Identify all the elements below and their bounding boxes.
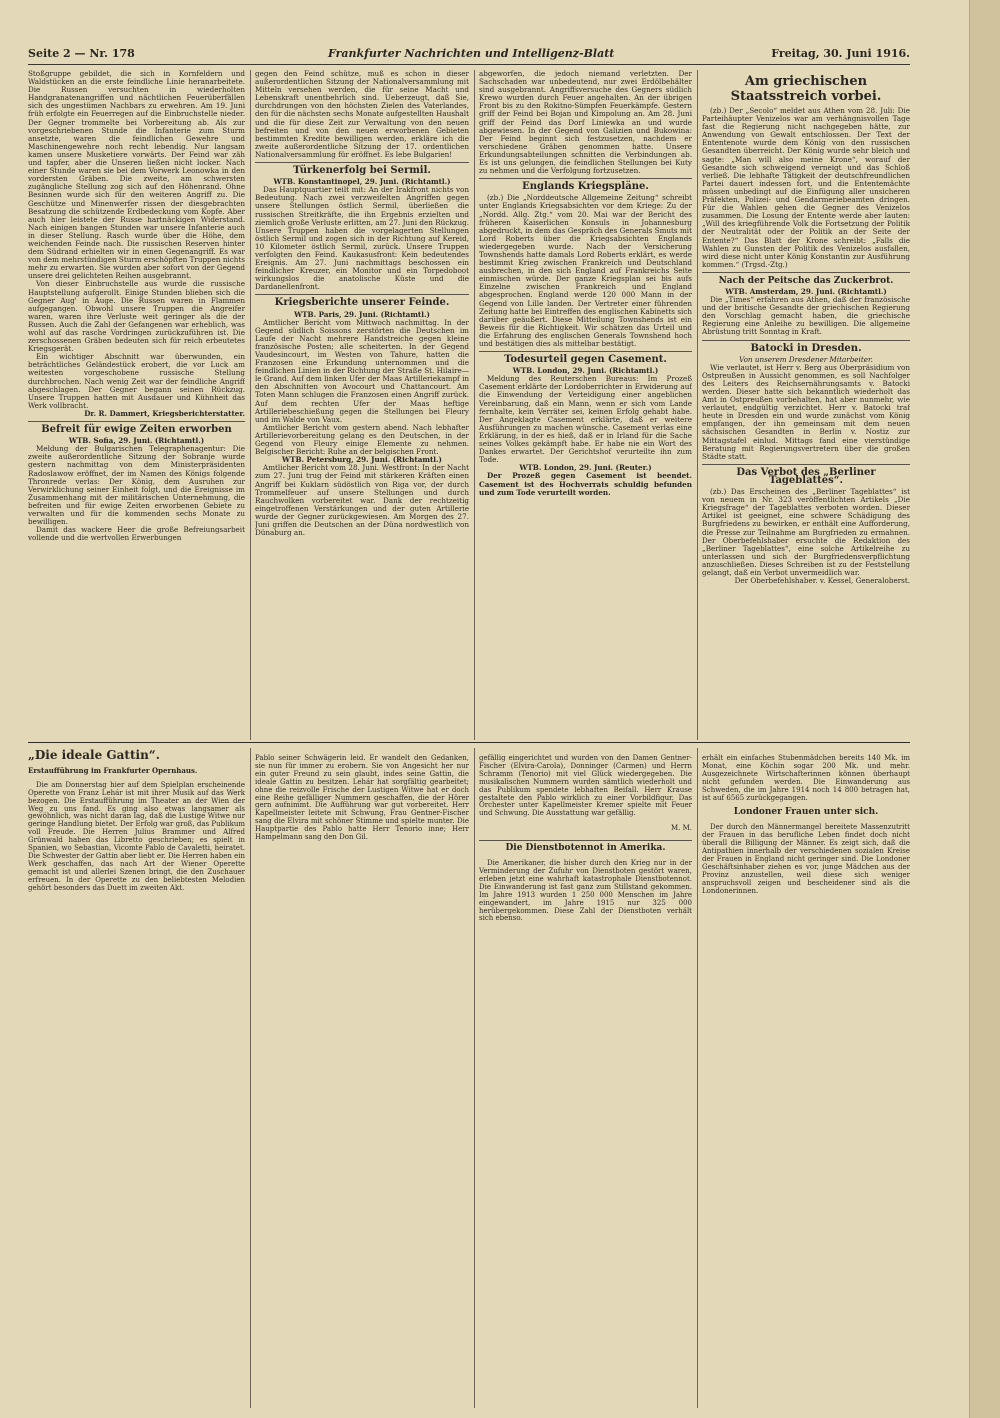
article-text: gefällig eingerichtet und wurden von den Damen Gentner-Fischer (Elvira-Carola), Donninger (Carmen) und Herrn Schramm (Tenorio) mit viel Glück wiedergegeben. Die musikalischen Nummern wurden sämtlich wiederholt und das Publikum spendete lebhaften Beifall. Herr Krause gestaltete den Pablo wirklich zu einer Vorbildfigur. Das Orchester unter Kapellmeister Kremer spielte mit Feuer und Schwung. Die Ausstattung war gefällig. bbox=[479, 754, 692, 818]
headline-gattin: „Die ideale Gattin“. bbox=[28, 748, 160, 762]
dateline: WTB. Paris, 29. Juni. (Richtamtl.) bbox=[294, 309, 430, 319]
article-text: Das Hauptquartier teilt mit: An der Irakfront nichts von Bedeutung. Nach zwei verzweifelten Angriffen gegen unsere Stellungen östlich Sermil, überließen die russischen Streitkräfte, die ihn Ergebnis erzielten und ziemlich große Verluste erlitten, am 27. Juni den Rückzug. Unsere Truppen haben die vorgelagerten Stellungen östlich Sermil und zogen sich in der Richtung auf Kereid, 10 Kilometer östlich Sermil, zurück. Unsere Truppen verfolgten den Feind. Kaukasusfront: Kein bedeutendes Ereignis. Am 27. Juni nachmittags beschossen ein feindlicher Kreuzer, ein Monitor und ein Torpedoboot wirkungslos die anatolische Küste und die Dardanellenfront. bbox=[255, 185, 469, 292]
dateline: WTB. Konstantinopel, 29. Juni. (Richtamtl.) bbox=[273, 177, 451, 187]
article-text: Pablo seiner Schwägerin leid. Er wandelt den Gedanken, sie nun für immer zu erobern. Sie von Angesicht her nur ein guter Freund zu sein glaubt, indes seine Gattin, die ideale Gattin zu besitzen. Lehár hat sorgfältig gearbeitet; ohne die reizvolle Frische der Lustigen Witwe hat er doch eine Reihe gefälliger Nummern geschaffen, die der Hörer gern aufnimmt. Die Aufführung war gut vorbereitet. Herr Kapellmeister leitete mit Schwung, Frau Gentner-Fischer sang die Elvira mit schöner Stimme und spielte munter. Die Hauptpartie des Pablo hatte Herr Tenorio inne; Herr Hampelmann sang den Don Gil. bbox=[255, 754, 469, 842]
article-text: Die Amerikaner, die bisher durch den Krieg nur in der Verminderung der Zufuhr von Dienstboten gestört waren, erleben jetzt eine wahrhaft katastrophale Dienstbotennot. Die Einwanderung ist fast ganz zum Stillstand gekommen. Im Jahre 1913 wurden 1 250 000 Menschen im Jahre eingewandert, im Jahre 1915 nur 325 000 herübergekommen. Diese Zahl der Dienstboten verhält sich ebenso. bbox=[479, 859, 692, 923]
column-rule bbox=[474, 70, 475, 740]
column-3 bbox=[479, 70, 692, 740]
column-4 bbox=[702, 70, 910, 740]
column-rule bbox=[697, 70, 698, 740]
subheadline: Von unserem Dresdener Mitarbeiter. bbox=[739, 354, 873, 364]
headline-england: Englands Kriegspläne. bbox=[522, 181, 649, 193]
divider bbox=[702, 464, 910, 465]
article-text: Damit das wackere Heer die große Befreiungsarbeit vollende und die wertvollen Erwerbungen bbox=[28, 525, 245, 543]
headline-todesurteil: Todesurteil gegen Casement. bbox=[504, 354, 667, 366]
column-2 bbox=[255, 70, 469, 740]
article-text: (zb.) Der „Secolo“ meldet aus Athen vom 28. Juli: Die Parteihäupter Venizelos war am verhängnisvollen Tage fast die Regierung nicht nachgegeben hätte, zur Anwendung von Gewalt entschlossen. Der Text der Ententenote wurde dem König von den russischen Gesandten überreicht. Der König wurde sehr bleich und sagte: „Man will also meine Krone“, worauf der Gesandte sich schweigend verneigt und das Schloß verließ. Die lebhafte Tätigkeit der deutschfreundlichen Partei dauert indessen fort, und die Ententemächte müssen unbedingt auf die Einfügung aller unsicheren Präfekten, Polizei- und Gendarmeriebeamten dringen. Für die Wahlen gehen die Gegner des Venizelos zusammen. Die Losung der Entente werde aber lauten: „Will des kriegführende Volk die Fortsetzung der Politik der Neutralität oder der Politik an der Seite der Entente?“ Das Blatt der Krone schreibt: „Falls die Wahlen zu Gunsten der Politik des Venizelos ausfallen, wird diese nicht unter König Konstantin zur Ausführung kommen.“ (Trgsd.-Ztg.) bbox=[702, 106, 910, 269]
feuilleton-column-4 bbox=[702, 748, 910, 1408]
article-text: Amtlicher Bericht vom Mittwoch nachmittag. In der Gegend südlich Soissons zerstörten die Deutschen im Laufe der Nacht mehrere Handstreiche gegen kleine französische Posten; alle scheiterten. In der Gegend Vaudesincourt, im Westen von Tahure, hatten die Franzosen eine Erkundung unternommen und die feindlichen Linien in der Richtung der Straße St. Hilaire—le Grand. Auf dem linken Ufer der Maas Artilleriekampf in den Abschnitten von Avocourt und Chattancourt. Am Toten Mann schlugen die Franzosen einen Angriff zurück. Auf dem rechten Ufer der Maas heftige Artilleriebeschießung gegen die Stellungen bei Fleury und im Walde von Vaux. bbox=[255, 317, 469, 424]
article-text: Amtlicher Bericht vom 28. Juni. Westfront: In der Nacht zum 27. Juni trug der Feind mit stärkeren Kräften einen Angriff bei Kuklarn südöstlich von Riga vor, der durch Trommelfeuer auf unsere Stellungen und durch Rauchwolken vorbereitet war. Dank der rechtzeitig eingetroffenen Verstärkungen und der guten Artillerie wurde der Gegner zurückgewiesen. Am Morgen des 27. Juni griffen die Deutschen an der Düna nordwestlich von Dünaburg an. bbox=[255, 463, 469, 538]
headline-tuerken: Türkenerfolg bei Sermil. bbox=[293, 165, 431, 177]
column-rule bbox=[697, 748, 698, 1408]
article-text: abgeworfen, die jedoch niemand verletzten. Der Sachschaden war unbedeutend, nur zwei Erdölbehälter sind ausgebrannt. Angriffsversuche des Gegners südlich Krewo wurden durch Feuer angehalten. An der übrigen Front bis zu den Rokitno-Sümpfen Feuerkämpfe. Gestern griff der Feind bei Bojan und Kimpolung an. Am 28. Juni griff der Feind das Dorf Liniewka an und wurde abgewiesen. In der Gegend von Galizien und Bukowina: Der Feind beginnt sich festzusetzen, nachdem er verschiedene Gräben genommen hatte. Unsere Erkundungsabteilungen schnitten die Verbindungen ab. Es ist uns gelungen, die feindlichen Stellungen bei Kuty zu nehmen und die Verfolgung fortzusetzen. bbox=[479, 70, 692, 176]
article-text: gegen den Feind schütze, muß es schon in dieser außerordentlichen Sitzung der Nationalversammlung mit Mitteln versehen werden, die für seine Macht und Lebenskraft unentbehrlich sind. Ueberzeugt, daß Sie, durchdrungen von den höchsten Zielen des Vaterlandes, den für die nächsten sechs Monate aufgestellten Haushalt und die für diese Zeit zur Verwaltung von den neuen befreiten und von den neuen erworbenen Gebieten bestimmten Kredite bewilligen werden, erkläre ich die zweite außerordentliche Sitzung der 17. ordentlichen Nationalversammlung für eröffnet. Es lebe Bulgarien! bbox=[255, 70, 469, 159]
article-text: Die „Times“ erfahren aus Athen, daß der französische und der britische Gesandte der griechischen Regierung den Vorschlag gemacht haben, die griechische Regierung eine Anleihe zu bewilligen. Die allgemeine Abrüstung tritt Sonntag in Kraft. bbox=[702, 295, 910, 337]
article-text: (zb.) Die „Norddeutsche Allgemeine Zeitung“ schreibt unter Englands Kriegsabsichten vor dem Kriege: Zu der „Nordd. Allg. Ztg.“ vom 20. Mai war der Bericht des früheren Kaiserlichen Konsuls in Johannesburg abgedruckt, in dem das Gespräch des Generals Smuts mit Lord Roberts über die Kriegsabsichten Englands wiedergegeben wurde. Nach der Versicherung Townshends hatte damals Lord Roberts erklärt, es werde bestimmt Krieg zwischen Frankreich und Deutschland ausbrechen, in den sich England auf Frankreichs Seite einmischen würde. Der ganze Kriegsplan sei bis aufs Einzelne zwischen Frankreich und England abgesprochen. England werde 120 000 Mann in der Gegend von Lille landen. Der Vertreter einer führenden Zeitung hatte bei Eintreffen des englischen Kabinetts sich darüber geäußert. Diese Mitteilung Townshends ist ein Beweis für die Richtigkeit. Wir schätzen das Urteil und die Erfahrung des englischen Generals Townshend hoch und bestätigen dies als mittelbar bestätigt. bbox=[479, 193, 692, 348]
masthead: Frankfurter Nachrichten und Intelligenz-Blatt bbox=[328, 47, 615, 60]
page-edge bbox=[969, 0, 1000, 1418]
column-rule bbox=[250, 748, 251, 1408]
divider bbox=[702, 340, 910, 341]
divider bbox=[479, 178, 692, 179]
dateline: WTB. London, 29. Juni. (Reuter.) bbox=[519, 463, 652, 473]
article-text: Ein wichtiger Abschnitt war überwunden, ein beträchtliches Geländestück erobert, die vor Luck am weitesten vorgeschobene russische Stellung durchbrochen. Nach wenig Zeit war der feindliche Angriff abgeschlagen. Der Gegner begann seinen Rückzug. Unsere Truppen hatten mit Ausdauer und Kühnheit das Werk vollbracht. bbox=[28, 352, 245, 410]
issue-date: Freitag, 30. Juni 1916. bbox=[771, 47, 910, 60]
article-text: Von dieser Einbruchstelle aus wurde die russische Hauptstellung aufgerollt. Einige Stunden blieben sich die Gegner Aug' in Auge. Die Russen waren in Flammen aufgegangen. Obwohl unsere Truppen die Angreifer waren, waren ihre Verluste weit geringer als die der Russen. Auch die Zahl der Gefangenen war erheblich, was wohl auf das rasche Vordringen zurückzuführen ist. Die zerschossenen Gräben bedeuten sich für reich erbeutetes Kriegsgerät. bbox=[28, 279, 245, 354]
feuilleton-column-2 bbox=[255, 748, 469, 1408]
headline-kriegsberichte: Kriegsberichte unserer Feinde. bbox=[274, 297, 450, 309]
divider bbox=[479, 351, 692, 352]
headline-befreit: Befreit für ewige Zeiten erworben bbox=[41, 424, 232, 436]
article-text: Der durch den Männermangel bereitete Massenzutritt der Frauen in das berufliche Leben findet doch nicht überall die Billigung der Männer. Es zeigt sich, daß die Antipathien innerhalb der verschiedenen sozialen Kreise der Frauen in England nicht geringer sind. Die Londoner Geschäftsinhaber ziehen es vor, junge Mädchen aus der Provinz anzustellen, weil diese sich weniger anspruchsvoll zeigen und bescheidener sind als die Londonerinnen. bbox=[702, 823, 910, 895]
article-text: Meldung des Reuterschen Bureaus: Im Prozeß Casement erklärte der Lordoberrichter in Erwiderung auf die Einwendung der Verteidigung einer angeblichen Vereinbarung, daß ein Mann, wenn er sich vom Lande fernhalte, kein Verräter sei, keinen Erfolg gehabt habe. Der Angeklagte Casement erklärte, daß er weitere Ausführungen zu machen wünsche. Casement verlas eine Erklärung, in der es hieß, daß er in Irland für die Sache seines Volkes gekämpft habe. Er habe nie ein Wort des Dankes erwartet. Der Gerichtshof verurteilte ihn zum Tode. bbox=[479, 374, 692, 465]
article-text: (zb.) Das Erscheinen des „Berliner Tageblattes“ ist von neuem in Nr. 323 veröffentlichten Artikels „Die Kriegsfrage“ der Tageblattes verboten worden. Dieser Artikel ist geeignet, eine schwere Schädigung des Burgfriedens zu bewirken, er enthält eine Aufforderung, die Presse zur Teilnahme am Burgfrieden zu ermahnen. Der Oberbefehlshaber ersuchte die Redaktion des „Berliner Tageblattes“, eine solche Artikelreihe zu unterlassen und sich der Burgfriedensverpflichtung anzuschließen. Dieses Schreiben ist zu der Feststellung gelangt, daß ein Verbot unvermeidlich war. bbox=[702, 487, 910, 577]
headline-peitsche: Nach der Peitsche das Zuckerbrot. bbox=[718, 275, 894, 286]
signature: Der Oberbefehlshaber. v. Kessel, Generaloberst. bbox=[734, 576, 910, 586]
article-text: Die am Donnerstag hier auf dem Spielplan erscheinende Operette von Franz Lehár ist mit ihrer Musik auf das Werk bezogen. Die Erstaufführung im Theater an der Wien der Weg zu uns fand. Es ging also etwas langsamer als gewöhnlich, was nicht daran lag, daß die Lustige Witwe nur geringe Handlung bietet. Der Erfolg war groß, das Publikum voll Freude. Die Herren Julius Brammer und Alfred Grünwald haben das Libretto geschrieben; es spielt in Spanien, wo Sebastian, Vicomte Pablo de Cavaletti, heiratet. Die Schwester der Gattin aber liebt er. Die Herren haben ein Werk geschaffen, das nach Art der Wiener Operette gemacht ist und allerlei Szenen bringt, die den Zuschauer erfreuen. In der Operette zu den beliebtesten Melodien gehört besonders das Duett im zweiten Akt. bbox=[28, 780, 245, 892]
article-text: Amtlicher Bericht vom gestern abend. Nach lebhafter Artillerievorbereitung gelang es den Deutschen, in der Gegend von Fleury einige Elemente zu nehmen. Belgischer Bericht: Ruhe an der belgischen Front. bbox=[255, 422, 469, 457]
headline-griechisch: Am griechischen Staatsstreich vorbei. bbox=[730, 74, 882, 104]
feuilleton-column-3 bbox=[479, 748, 692, 1408]
page-number: Seite 2 — Nr. 178 bbox=[28, 47, 135, 60]
dateline: WTB. London, 29. Juni. (Richtamtl.) bbox=[512, 366, 659, 376]
article-text: Wie verlautet, ist Herr v. Berg aus Oberpräsidium von Ostpreußen in Aussicht genommen, es soll Nachfolger des Leiters des Reichsernährungsamts v. Batocki werden. Dieser hatte sich bekanntlich wiederholt das Amt in Ostpreußen vorbehalten, hat aber nunmehr, wie verlautet, endgültig verzichtet. Herr v. Batocki traf heute in Dresden ein und wurde zunächst vom König empfangen, der ihn gemeinsam mit dem neuen sächsischen Gesandten in Berlin v. Nostiz zur Mittagstafel einlud. Mittags fand eine vierstündige Beratung mit Regierungsvertretern über die großen Städte statt. bbox=[702, 362, 910, 461]
column-rule bbox=[474, 748, 475, 1408]
divider bbox=[479, 840, 692, 841]
feuilleton-column-1 bbox=[28, 748, 245, 1408]
divider bbox=[702, 272, 910, 273]
subheadline: Erstaufführung im Frankfurter Opernhaus. bbox=[28, 765, 198, 775]
divider bbox=[255, 162, 469, 163]
article-text: erhält ein einfaches Stubenmädchen bereits 140 Mk. im Monat, eine Köchin sogar 200 Mk. und mehr. Ausgezeichnete Wirtschafterinnen können überhaupt nicht gefunden werden. Die Einwanderung aus Schweden, die im Jahre 1914 noch 14 800 betragen hat, ist auf 6565 zurückgegangen. bbox=[702, 754, 910, 802]
article-text: Meldung der Bulgarischen Telegraphenagentur: Die zweite außerordentliche Sitzung der Sobranje wurde gestern nachmittag von dem Ministerpräsidenten Radoslawow eröffnet, der im Namen des Königs folgende Thronrede verlas: Der König, dem Ausruhen zur Verwirklichung seiner Einheit folgt, und die Ereignisse im Zusammenhang mit der militärischen Unternehmung, die befreiten und für ewige Zeiten erworbenen Gebiete zu verwalten und für die kommenden sechs Monate zu bewilligen. bbox=[28, 444, 245, 527]
signature: M. M. bbox=[670, 824, 692, 833]
column-rule bbox=[250, 70, 251, 740]
page-header bbox=[28, 44, 910, 65]
headline-london: Londoner Frauen unter sich. bbox=[733, 807, 879, 818]
feuilleton-divider bbox=[28, 742, 910, 743]
dateline: WTB. Sofia, 29. Juni. (Richtamtl.) bbox=[68, 436, 205, 446]
article-text: Stoßgruppe gebildet, die sich in Kornfeldern und Waldstücken an die erste feindliche Linie heranarbeitete. Die Russen versuchten in wiederholten Handgranatenangriffen und nächtlichen Feuerüberfällen sich des ungestümen Nachbars zu erwehren. Am 19. Juni früh erfolgte ein Feuerregen auf die Einbruchstelle nieder. Der Gegner trommelte bei Vorbereitung ab. Als zur vorgeschriebenen Stunde die Infanterie zum Sturm ansetzte, waren die feindlichen Gewehre und Maschinengewehre noch recht lebendig. Nur langsam kamen unsere Musketiere vorwärts. Der Feind war zäh und tapfer, aber die Unseren ließen nicht locker. Nach einer Stunde waren sie bei dem Vorwerk Leonowka in den vordersten Gräben. Die zweite, am schwersten zugängliche Stellung zog sich auf den Höhenrand. Ohne Besinnen wurde sich für den weiteren Angriff zu. Die Geschütze und Minenwerfer rissen der diesgebrachten Besatzung die schützende Erdbedeckung vom Kopfe. Aber auch hier leistete der Russe hartnäckigen Widerstand. Nach einigen bangen Stunden war unsere Infanterie auch in dieser Stellung. Rasch wurde über die Höhe, dem weichenden Feinde nach. Die russischen Reserven hinter dem Südrand erhielten wir in einen Gegenangriff. Es war von dem mehrstündigen Sturm erschöpften Truppen nichts mehr zu erwarten. Sie wurden aber sofort von der Gegend unsere drei gelichteten Reihen ausgebrannt. bbox=[28, 70, 245, 281]
column-1 bbox=[28, 70, 245, 740]
dateline: WTB. Petersburg, 29. Juni. (Richtamtl.) bbox=[282, 455, 442, 465]
divider bbox=[28, 421, 245, 422]
headline-dienstbotennot: Die Dienstbotennot in Amerika. bbox=[505, 843, 666, 854]
signature: Dr. R. Dammert, Kriegsberichterstatter. bbox=[84, 408, 245, 418]
article-text: Der Prozeß gegen Casement ist beendet. Casement ist des Hochverrats schuldig befunden und zum Tode verurteilt worden. bbox=[479, 471, 692, 497]
headline-verbot: Das Verbot des „Berliner Tageblattes“. bbox=[736, 466, 876, 486]
dateline: WTB. Amsterdam, 29. Juni. (Richtamtl.) bbox=[725, 286, 887, 296]
headline-batocki: Batocki in Dresden. bbox=[750, 342, 862, 354]
divider bbox=[255, 294, 469, 295]
